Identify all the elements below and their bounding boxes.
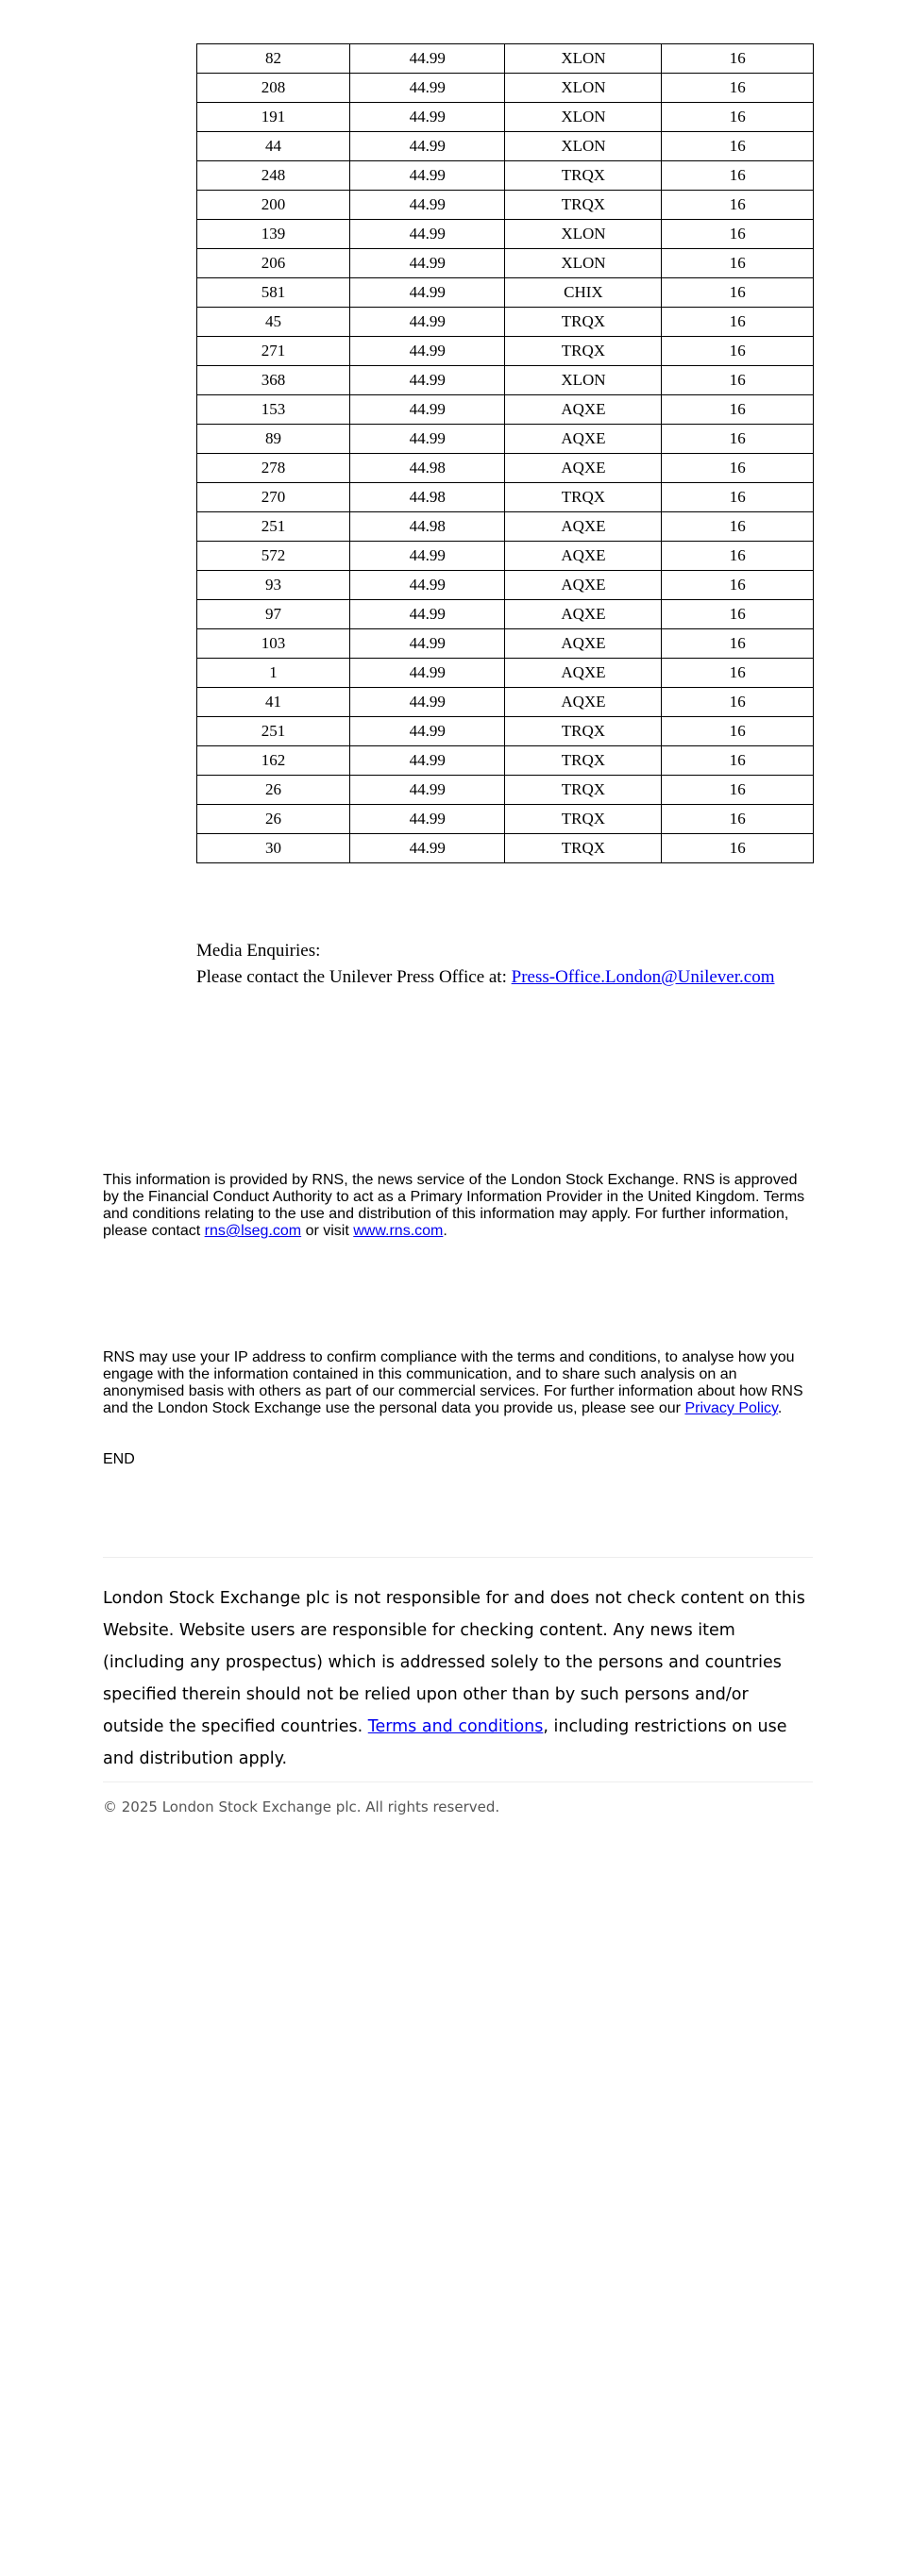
rns-website-link[interactable]: www.rns.com <box>353 1223 444 1239</box>
table-row <box>197 220 814 249</box>
cell-venue: TRQX <box>505 717 662 746</box>
cell-price: 44.99 <box>350 659 505 688</box>
table-row <box>197 659 814 688</box>
table-row <box>197 776 814 805</box>
end-marker: END <box>103 1451 135 1467</box>
cell-time: 16 <box>662 74 814 103</box>
cell-venue: AQXE <box>505 688 662 717</box>
privacy-paragraph <box>103 1349 813 1417</box>
cell-volume: 26 <box>197 805 350 834</box>
table-row <box>197 542 814 571</box>
cell-price: 44.99 <box>350 629 505 659</box>
table-row <box>197 600 814 629</box>
table-row <box>197 132 814 161</box>
table-row <box>197 805 814 834</box>
cell-price: 44.99 <box>350 103 505 132</box>
cell-venue: XLON <box>505 366 662 395</box>
cell-price: 44.99 <box>350 366 505 395</box>
cell-time: 16 <box>662 366 814 395</box>
table-row <box>197 278 814 308</box>
cell-time: 16 <box>662 278 814 308</box>
cell-price: 44.99 <box>350 834 505 863</box>
privacy-text-2: . <box>777 1400 783 1416</box>
cell-price: 44.98 <box>350 483 505 512</box>
cell-price: 44.99 <box>350 425 505 454</box>
disclaimer-text-2: , including restrictions on use and distribution apply. <box>103 1717 787 1768</box>
cell-volume: 45 <box>197 308 350 337</box>
divider-top <box>103 1557 813 1558</box>
cell-volume: 162 <box>197 746 350 776</box>
cell-price: 44.99 <box>350 337 505 366</box>
cell-venue: XLON <box>505 74 662 103</box>
cell-time: 16 <box>662 483 814 512</box>
cell-venue: AQXE <box>505 600 662 629</box>
cell-venue: TRQX <box>505 161 662 191</box>
media-enquiries <box>196 938 774 991</box>
table-row <box>197 337 814 366</box>
cell-volume: 44 <box>197 132 350 161</box>
cell-volume: 41 <box>197 688 350 717</box>
lse-disclaimer <box>103 1582 813 1775</box>
cell-venue: TRQX <box>505 805 662 834</box>
cell-price: 44.99 <box>350 278 505 308</box>
table-row <box>197 717 814 746</box>
table-row <box>197 366 814 395</box>
cell-volume: 26 <box>197 776 350 805</box>
table-row <box>197 425 814 454</box>
cell-venue: AQXE <box>505 454 662 483</box>
cell-venue: TRQX <box>505 191 662 220</box>
table-row <box>197 483 814 512</box>
table-row <box>197 571 814 600</box>
cell-time: 16 <box>662 805 814 834</box>
cell-volume: 572 <box>197 542 350 571</box>
cell-price: 44.98 <box>350 512 505 542</box>
cell-price: 44.99 <box>350 805 505 834</box>
table-row <box>197 746 814 776</box>
cell-volume: 30 <box>197 834 350 863</box>
cell-time: 16 <box>662 395 814 425</box>
cell-volume: 208 <box>197 74 350 103</box>
cell-time: 16 <box>662 542 814 571</box>
cell-volume: 251 <box>197 512 350 542</box>
cell-price: 44.99 <box>350 600 505 629</box>
trades-table-container <box>196 43 814 893</box>
cell-price: 44.99 <box>350 44 505 74</box>
cell-time: 16 <box>662 746 814 776</box>
cell-venue: TRQX <box>505 776 662 805</box>
media-contact-text: Please contact the Unilever Press Office at: <box>196 967 512 987</box>
cell-volume: 97 <box>197 600 350 629</box>
table-row <box>197 191 814 220</box>
rns-info-text-3: . <box>443 1223 447 1239</box>
rns-info-paragraph <box>103 1172 813 1240</box>
cell-volume: 82 <box>197 44 350 74</box>
cell-price: 44.99 <box>350 74 505 103</box>
cell-time: 16 <box>662 308 814 337</box>
divider-bottom <box>103 1781 813 1782</box>
cell-price: 44.99 <box>350 688 505 717</box>
table-row <box>197 454 814 483</box>
table-row <box>197 308 814 337</box>
cell-price: 44.99 <box>350 571 505 600</box>
cell-time: 16 <box>662 425 814 454</box>
cell-time: 16 <box>662 454 814 483</box>
cell-time: 16 <box>662 103 814 132</box>
table-row <box>197 249 814 278</box>
cell-volume: 270 <box>197 483 350 512</box>
cell-venue: TRQX <box>505 337 662 366</box>
cell-venue: XLON <box>505 44 662 74</box>
copyright-notice: © 2025 London Stock Exchange plc. All rights reserved. <box>103 1798 500 1815</box>
cell-venue: AQXE <box>505 571 662 600</box>
table-row <box>197 688 814 717</box>
privacy-policy-link[interactable]: Privacy Policy <box>684 1400 778 1416</box>
cell-volume: 200 <box>197 191 350 220</box>
cell-time: 16 <box>662 132 814 161</box>
cell-time: 16 <box>662 220 814 249</box>
cell-volume: 271 <box>197 337 350 366</box>
cell-venue: TRQX <box>505 483 662 512</box>
cell-volume: 139 <box>197 220 350 249</box>
cell-time: 16 <box>662 512 814 542</box>
cell-venue: AQXE <box>505 512 662 542</box>
cell-volume: 191 <box>197 103 350 132</box>
media-contact-line <box>196 964 774 991</box>
press-office-email-link[interactable]: Press-Office.London@Unilever.com <box>511 967 775 987</box>
cell-price: 44.99 <box>350 395 505 425</box>
privacy-text: RNS may use your IP address to confirm compliance with the terms and conditions, to analyse how you engage with the information contained in this communication, and to share such analysis on an anonymised basis with others as part of our commercial services. For further information about how RNS and the London Stock Exchange use the personal data you provide us, please see our <box>103 1349 803 1416</box>
cell-volume: 1 <box>197 659 350 688</box>
cell-time: 16 <box>662 659 814 688</box>
cell-time: 16 <box>662 191 814 220</box>
cell-time: 16 <box>662 44 814 74</box>
cell-time: 16 <box>662 629 814 659</box>
rns-info-text: This information is provided by RNS, the news service of the London Stock Exchange. RNS is approved by the Financial Conduct Authority to act as a Primary Information Provider in the United Kingdom. Terms and conditions relating to the use and distribution of this information may apply. For further information, please contact <box>103 1172 805 1239</box>
trades-table-body <box>197 44 814 863</box>
cell-volume: 251 <box>197 717 350 746</box>
cell-price: 44.99 <box>350 249 505 278</box>
disclaimer-text: London Stock Exchange plc is not responsible for and does not check content on this Website. Website users are responsible for checking content. Any news item (including any prospectus) which is addressed solely to the persons and countries specified therein should not be relied upon other than by such persons and/or outside the specified countries. <box>103 1589 805 1736</box>
cell-time: 16 <box>662 717 814 746</box>
cell-venue: TRQX <box>505 308 662 337</box>
table-row <box>197 512 814 542</box>
cell-price: 44.98 <box>350 454 505 483</box>
cell-volume: 368 <box>197 366 350 395</box>
cell-price: 44.99 <box>350 220 505 249</box>
cell-venue: AQXE <box>505 659 662 688</box>
cell-venue: AQXE <box>505 542 662 571</box>
cell-time: 16 <box>662 600 814 629</box>
cell-time: 16 <box>662 776 814 805</box>
cell-volume: 278 <box>197 454 350 483</box>
cell-volume: 206 <box>197 249 350 278</box>
cell-venue: XLON <box>505 220 662 249</box>
cell-venue: TRQX <box>505 746 662 776</box>
table-row <box>197 103 814 132</box>
cell-venue: CHIX <box>505 278 662 308</box>
cell-price: 44.99 <box>350 132 505 161</box>
media-heading: Media Enquiries: <box>196 941 321 961</box>
cell-time: 16 <box>662 571 814 600</box>
cell-volume: 248 <box>197 161 350 191</box>
table-row <box>197 44 814 74</box>
cell-time: 16 <box>662 249 814 278</box>
cell-venue: TRQX <box>505 834 662 863</box>
cell-price: 44.99 <box>350 308 505 337</box>
cell-volume: 89 <box>197 425 350 454</box>
cell-price: 44.99 <box>350 776 505 805</box>
table-row <box>197 629 814 659</box>
rns-email-link[interactable]: rns@lseg.com <box>204 1223 302 1239</box>
cell-venue: XLON <box>505 249 662 278</box>
table-row <box>197 74 814 103</box>
cell-venue: XLON <box>505 103 662 132</box>
cell-price: 44.99 <box>350 161 505 191</box>
terms-and-conditions-link[interactable]: Terms and conditions <box>367 1717 544 1736</box>
cell-time: 16 <box>662 688 814 717</box>
table-row <box>197 161 814 191</box>
cell-venue: XLON <box>505 132 662 161</box>
cell-price: 44.99 <box>350 191 505 220</box>
cell-price: 44.99 <box>350 542 505 571</box>
cell-volume: 103 <box>197 629 350 659</box>
cell-volume: 581 <box>197 278 350 308</box>
cell-venue: AQXE <box>505 629 662 659</box>
cell-volume: 93 <box>197 571 350 600</box>
cell-price: 44.99 <box>350 717 505 746</box>
table-row <box>197 395 814 425</box>
cell-volume: 153 <box>197 395 350 425</box>
trades-table <box>196 43 814 863</box>
cell-time: 16 <box>662 161 814 191</box>
cell-price: 44.99 <box>350 746 505 776</box>
cell-venue: AQXE <box>505 395 662 425</box>
rns-info-text-2: or visit <box>301 1223 354 1239</box>
cell-time: 16 <box>662 337 814 366</box>
table-row <box>197 834 814 863</box>
cell-venue: AQXE <box>505 425 662 454</box>
cell-time: 16 <box>662 834 814 863</box>
